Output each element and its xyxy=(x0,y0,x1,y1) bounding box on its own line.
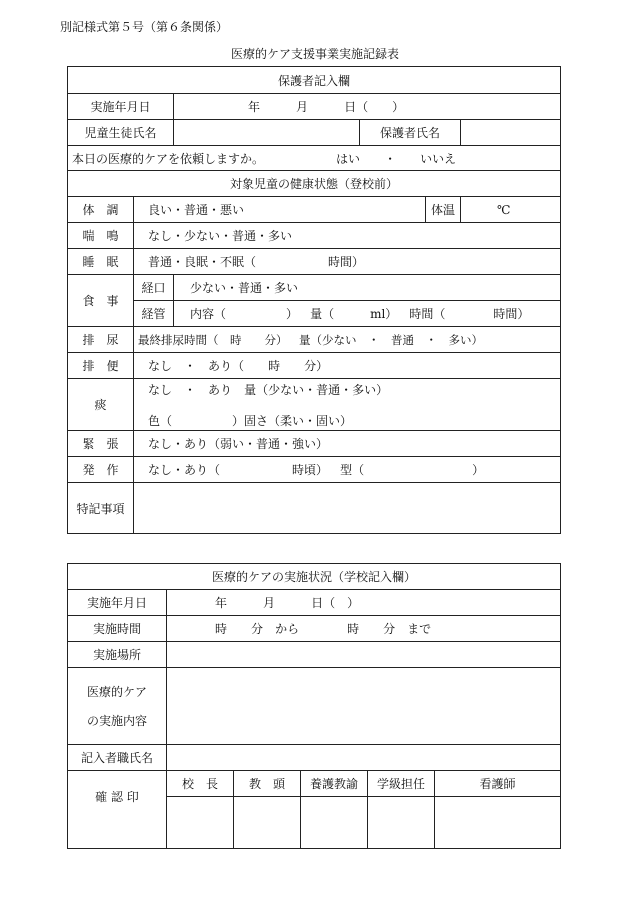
care-content-label xyxy=(68,668,167,745)
phlegm-fields[interactable]: なし ・ あり 量（少ない・普通・多い） 色（ ）固さ（柔い・固い） xyxy=(134,379,561,431)
tension-label: 緊 張 xyxy=(68,431,134,457)
school-place-label: 実施場所 xyxy=(68,642,167,668)
stamp-box-vice-principal[interactable] xyxy=(234,797,301,849)
seizure-type-label: 型（ xyxy=(340,463,365,477)
sleep-label: 睡 眠 xyxy=(68,249,134,275)
phlegm-yes: あり xyxy=(208,382,233,397)
condition-label: 体 調 xyxy=(68,197,134,223)
phlegm-color-label: 色（ xyxy=(148,413,173,428)
urine-fields[interactable]: 最終排尿時間（ 時 分） 量（少ない ・ 普通 ・ 多い） xyxy=(134,327,561,353)
guardian-date-label: 実施年月日 xyxy=(68,94,174,120)
phlegm-none: なし xyxy=(148,382,173,397)
phlegm-amount: 量（少ない・普通・多い） xyxy=(244,382,389,397)
guardian-name-field[interactable] xyxy=(461,120,561,146)
child-name-label: 児童生徒氏名 xyxy=(68,120,174,146)
urine-amount-few: 量（少ない xyxy=(299,332,357,347)
end-minute-unit: 分 xyxy=(383,622,396,636)
school-time-field[interactable] xyxy=(167,616,561,642)
stool-fields[interactable]: なし ・ あり（ 時 分） xyxy=(134,353,561,379)
school-month-label: 月 xyxy=(263,596,276,610)
stamp-header-principal: 校 長 xyxy=(167,771,234,797)
seizure-options: なし・あり（ xyxy=(148,463,221,477)
tube-content-label: 内容（ xyxy=(190,307,227,321)
sleep-hours-unit: 時間） xyxy=(328,255,365,269)
request-dot: ・ xyxy=(384,151,397,166)
start-minute-unit: 分 xyxy=(251,622,264,636)
day-label: 日（ xyxy=(344,100,369,114)
request-no[interactable]: いいえ xyxy=(420,151,457,166)
school-year-label: 年 xyxy=(215,596,228,610)
wheeze-options[interactable]: なし・少ない・普通・多い xyxy=(134,223,561,249)
writer-field[interactable] xyxy=(167,745,561,771)
school-date-label: 実施年月日 xyxy=(68,590,167,616)
year-label: 年 xyxy=(248,100,261,114)
stamp-header-school-nurse: 養護教諭 xyxy=(301,771,368,797)
seizure-label: 発 作 xyxy=(68,457,134,483)
request-yes[interactable]: はい xyxy=(336,151,361,166)
phlegm-hardness: ）固さ（柔い・固い） xyxy=(232,413,353,428)
notes-label: 特記事項 xyxy=(68,483,134,534)
meal-label: 食 事 xyxy=(68,275,134,327)
school-time-label: 実施時間 xyxy=(68,616,167,642)
temperature-field[interactable] xyxy=(461,197,561,223)
urine-last-label: 最終排尿時間（ xyxy=(138,332,219,347)
school-table xyxy=(67,563,561,849)
stamp-box-homeroom-teacher[interactable] xyxy=(368,797,435,849)
urine-label: 排 尿 xyxy=(68,327,134,353)
guardian-section-header: 保護者記入欄 xyxy=(68,67,561,94)
guardian-date-field[interactable] xyxy=(174,94,561,120)
request-question: 本日の医療的ケアを依頼しますか。 xyxy=(72,151,265,166)
urine-amount-normal: 普通 xyxy=(391,332,414,347)
start-hour-unit: 時 xyxy=(215,622,228,636)
tube-content-close: ） xyxy=(286,307,299,321)
stool-minute-unit: 分） xyxy=(304,359,329,373)
care-content-label-line2: の実施内容 xyxy=(86,714,147,728)
stool-hour-unit: 時 xyxy=(268,359,281,373)
phlegm-label: 痰 xyxy=(68,379,134,431)
guardian-table xyxy=(67,66,561,534)
tube-amount-label: 量（ xyxy=(310,307,335,321)
seizure-type-close: ） xyxy=(472,463,485,477)
seizure-time-unit: 時頃） xyxy=(292,463,329,477)
stamp-header-nurse: 看護師 xyxy=(435,771,561,797)
temperature-label: 体温 xyxy=(426,197,461,223)
stool-label: 排 便 xyxy=(68,353,134,379)
tube-time-unit: 時間） xyxy=(493,307,530,321)
wheeze-label: 喘 鳴 xyxy=(68,223,134,249)
weekday-close: ） xyxy=(392,100,405,114)
seizure-fields[interactable] xyxy=(134,457,561,483)
oral-options[interactable]: 少ない・普通・多い xyxy=(174,275,561,301)
sleep-options[interactable] xyxy=(134,249,561,275)
school-date-field[interactable] xyxy=(167,590,561,616)
month-label: 月 xyxy=(296,100,309,114)
care-content-label-line1: 医療的ケア xyxy=(86,685,147,699)
tube-time-label: 時間（ xyxy=(409,307,446,321)
writer-label: 記入者職氏名 xyxy=(68,745,167,771)
school-place-field[interactable] xyxy=(167,642,561,668)
school-weekday-close: ） xyxy=(347,596,360,610)
tube-ml-unit: ml） xyxy=(370,307,398,321)
stamp-label: 確 認 印 xyxy=(68,771,167,849)
celsius-unit: ℃ xyxy=(497,202,511,217)
care-content-field[interactable] xyxy=(167,668,561,745)
stamp-box-principal[interactable] xyxy=(167,797,234,849)
health-section-header: 対象児童の健康状態（登校前） xyxy=(68,171,561,197)
end-hour-unit: 時 xyxy=(347,622,360,636)
form-title: 医療的ケア支援事業実施記録表 xyxy=(230,47,399,61)
stool-none: なし xyxy=(148,359,173,373)
notes-field[interactable] xyxy=(134,483,561,534)
tube-fields[interactable] xyxy=(174,301,561,327)
child-name-field[interactable] xyxy=(174,120,360,146)
request-row xyxy=(68,146,561,171)
stamp-header-vice-principal: 教 頭 xyxy=(234,771,301,797)
urine-hour-unit: 時 xyxy=(230,332,242,347)
until-label: まで xyxy=(407,622,432,636)
sleep-choices: 普通・良眠・不眠（ xyxy=(148,255,257,269)
stamp-box-school-nurse[interactable] xyxy=(301,797,368,849)
stamp-header-homeroom-teacher: 学級担任 xyxy=(368,771,435,797)
stool-yes: あり（ xyxy=(208,359,245,373)
tube-label: 経管 xyxy=(134,301,174,327)
stamp-box-nurse[interactable] xyxy=(435,797,561,849)
from-label: から xyxy=(275,622,300,636)
school-section-header: 医療的ケアの実施状況（学校記入欄） xyxy=(68,564,561,590)
condition-options[interactable]: 良い・普通・悪い xyxy=(134,197,426,223)
tension-options[interactable]: なし・あり（弱い・普通・強い） xyxy=(134,431,561,457)
school-day-label: 日（ xyxy=(311,596,336,610)
urine-minute-unit: 分） xyxy=(264,332,288,347)
guardian-name-label: 保護者氏名 xyxy=(360,120,461,146)
form-number: 別記様式第５号（第６条関係） xyxy=(60,20,229,34)
oral-label: 経口 xyxy=(134,275,174,301)
urine-amount-many: 多い） xyxy=(448,332,483,347)
